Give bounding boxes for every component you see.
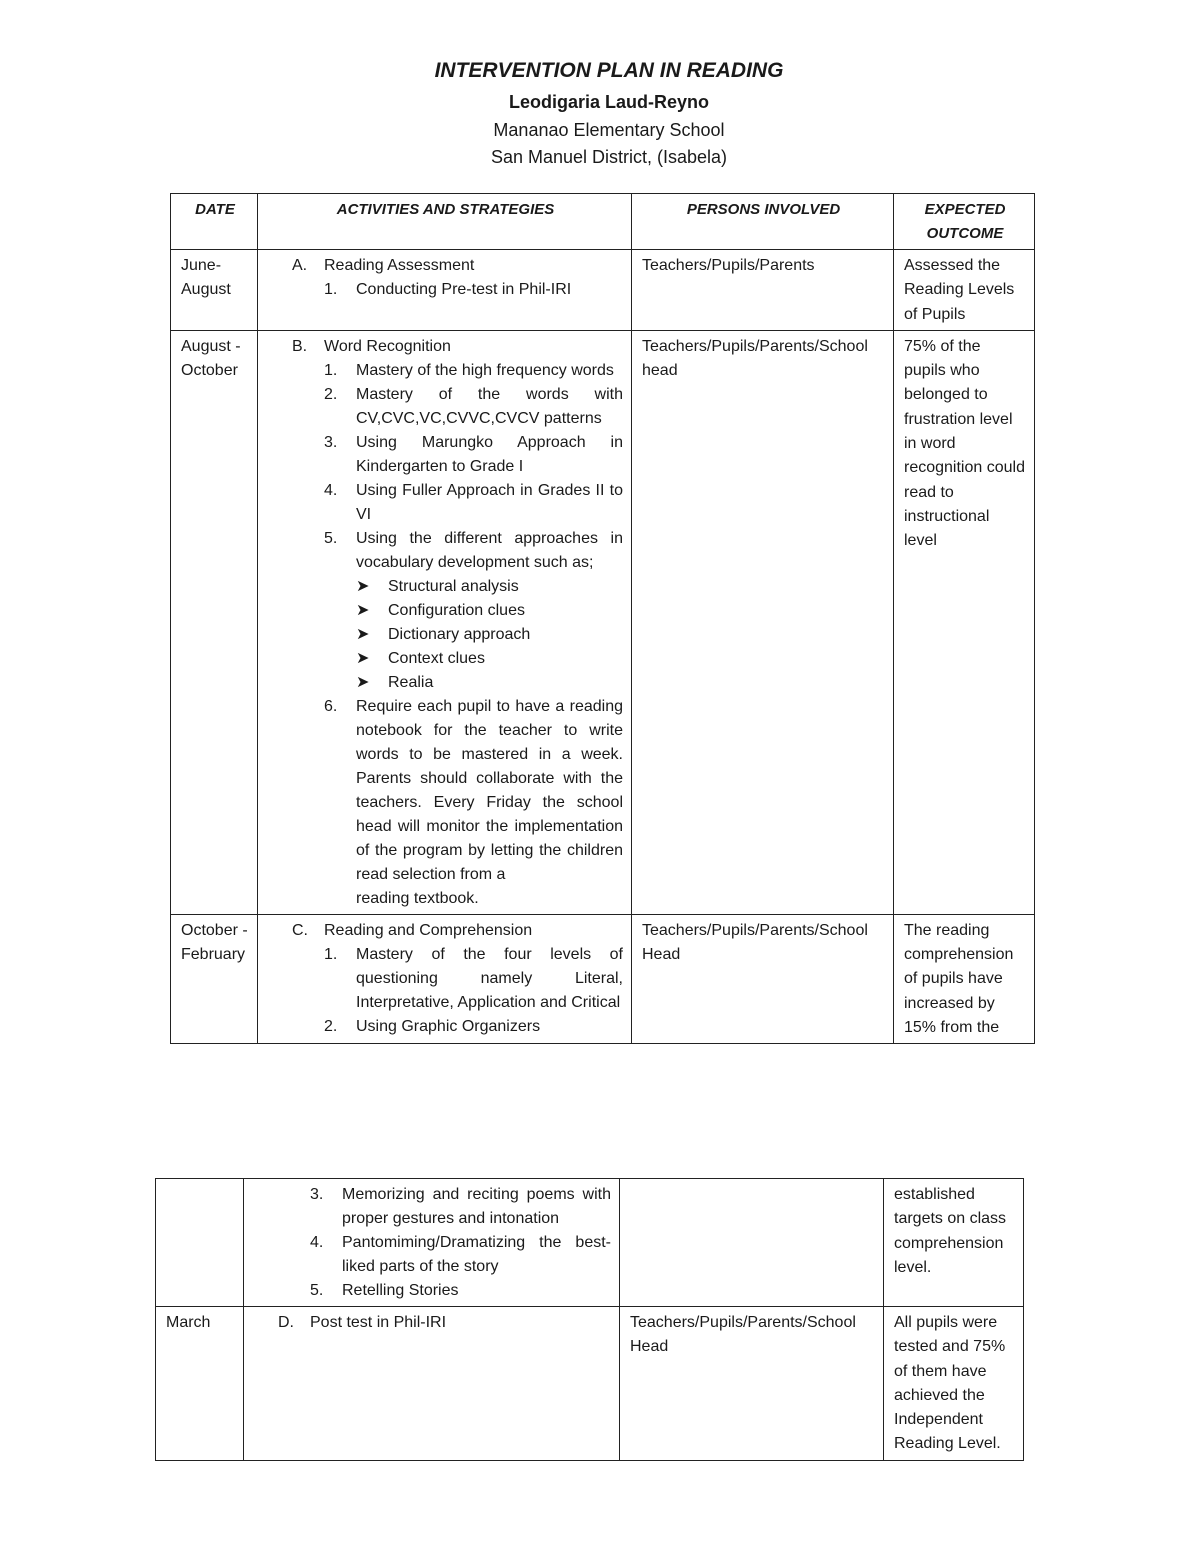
table-row xyxy=(171,914,1035,1043)
author-name: Leodigaria Laud-Reyno xyxy=(508,92,710,112)
expected-cell: Assessed the Reading Levels of Pupils xyxy=(894,250,1035,331)
table-row xyxy=(171,330,1035,914)
activities-cell: A. Reading Assessment 1. Conducting Pre-test in Phil-IRI xyxy=(258,250,632,331)
persons-cell: Teachers/Pupils/Parents/School Head xyxy=(632,914,894,1043)
intervention-table-part-2 xyxy=(155,1178,1024,1461)
arrow-bullet-icon: ➤ xyxy=(356,649,370,667)
activities-cell: 3. Memorizing and reciting poems with proper gestures and intonation 4. Pantomiming/Dramatizing the best-liked parts of the story 5. Retelling Stories xyxy=(244,1179,620,1307)
persons-cell: Teachers/Pupils/Parents xyxy=(632,250,894,331)
arrow-bullet-icon: ➤ xyxy=(356,673,370,691)
date-cell: October - February xyxy=(171,914,258,1043)
persons-cell: Teachers/Pupils/Parents/School Head xyxy=(620,1307,884,1461)
expected-cell: 75% of the pupils who belonged to frustration level in word recognition could read to instructional level xyxy=(894,330,1035,914)
table-row xyxy=(156,1179,1024,1307)
activities-cell: B. Word Recognition 1. Mastery of the high frequency words 2. Mastery of the words with CV,CVC,VC,CVVC,CVCV patterns 3. Using Marungko Approach in Kindergarten to Grade I 4. Using Fuller Approach in Grades II to VI 5. Using the different approaches in vocabulary development such as; ➤ Structural analysis ➤ Configuration clues ➤ Dictionary approach ➤ Context clues ➤ Realia 6. Require each pupil to have a reading notebook for the teacher to write words to be mastered in a week. Parents should collaborate with the teachers. Every Friday the school head will monitor the implementation of the program by letting the children read selection from a reading textbook. xyxy=(258,330,632,914)
document-title: INTERVENTION PLAN IN READING xyxy=(434,59,784,82)
expected-cell: All pupils were tested and 75% of them have achieved the Independent Reading Level. xyxy=(884,1307,1024,1461)
document-header xyxy=(0,58,1200,172)
arrow-bullet-icon: ➤ xyxy=(356,625,370,643)
header-activities: ACTIVITIES AND STRATEGIES xyxy=(258,194,632,250)
date-cell: August - October xyxy=(171,330,258,914)
table-row xyxy=(156,1307,1024,1461)
arrow-bullet-icon: ➤ xyxy=(356,577,370,595)
intervention-table-part-1 xyxy=(170,193,1035,1044)
table-row xyxy=(171,250,1035,331)
persons-cell: Teachers/Pupils/Parents/School head xyxy=(632,330,894,914)
header-expected: EXPECTED OUTCOME xyxy=(894,194,1035,250)
school-name: Mananao Elementary School xyxy=(493,120,725,140)
district-name: San Manuel District, (Isabela) xyxy=(490,147,728,167)
activities-cell: D. Post test in Phil-IRI xyxy=(244,1307,620,1461)
header-persons: PERSONS INVOLVED xyxy=(632,194,894,250)
persons-cell xyxy=(620,1179,884,1307)
expected-cell: established targets on class comprehension level. xyxy=(884,1179,1024,1307)
table-header-row xyxy=(171,194,1035,250)
date-cell xyxy=(156,1179,244,1307)
activities-cell: C. Reading and Comprehension 1. Mastery of the four levels of questioning namely Literal, Interpretative, Application and Critical 2. Using Graphic Organizers xyxy=(258,914,632,1043)
arrow-bullet-icon: ➤ xyxy=(356,601,370,619)
date-cell: June- August xyxy=(171,250,258,331)
header-date: DATE xyxy=(171,194,258,250)
expected-cell: The reading comprehension of pupils have increased by 15% from the xyxy=(894,914,1035,1043)
date-cell: March xyxy=(156,1307,244,1461)
